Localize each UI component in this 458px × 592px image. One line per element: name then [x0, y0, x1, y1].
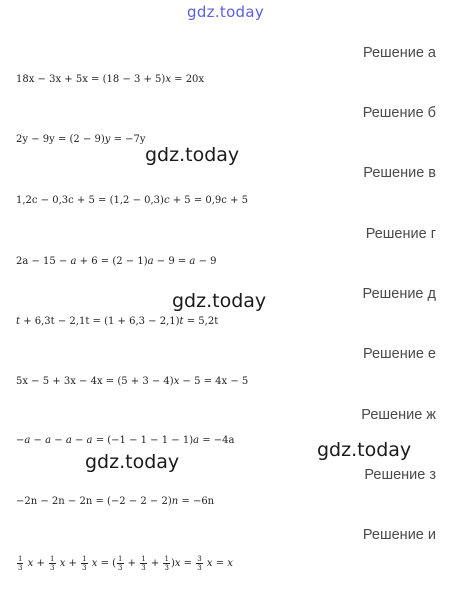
solution-formula-a: 18x − 3x + 5x = (18 − 3 + 5)x = 20x: [16, 74, 205, 85]
solution-formula-zh: −a − a − a − a = (−1 − 1 − 1 − 1)a = −4a: [16, 435, 235, 446]
watermark: gdz.today: [85, 451, 180, 473]
solution-formula-z: −2n − 2n − 2n = (−2 − 2 − 2)n = −6n: [16, 496, 215, 507]
solution-heading-b: Решение б: [362, 105, 436, 121]
solution-formula-g: 2a − 15 − a + 6 = (2 − 1)a − 9 = a − 9: [16, 256, 217, 267]
solution-formula-d: t + 6,3t − 2,1t = (1 + 6,3 − 2,1)t = 5,2t: [16, 316, 219, 327]
solution-heading-z: Решение з: [364, 467, 436, 483]
solution-heading-v: Решение в: [363, 165, 436, 181]
solution-heading-i: Решение и: [362, 527, 436, 543]
solution-formula-i: $\frac{1}{3}$ x + $\frac{1}{3}$ x + $\frac{1}{3}$ x = ( $\frac{1}{3}$ + $\frac{1}{3}$ + $\frac{1}{3}$ )x = $\frac{3}{3}$ x = x: [18, 555, 233, 572]
site-logo[interactable]: gdz.today: [187, 3, 265, 21]
watermark: gdz.today: [145, 144, 240, 166]
solution-heading-g: Решение г: [365, 226, 436, 242]
solution-heading-d: Решение д: [362, 286, 436, 302]
watermark: gdz.today: [172, 290, 267, 312]
solution-heading-zh: Решение ж: [361, 407, 436, 423]
solution-formula-v: 1,2c − 0,3c + 5 = (1,2 − 0,3)c + 5 = 0,9c + 5: [16, 195, 248, 206]
solution-heading-a: Решение а: [362, 45, 436, 61]
watermark: gdz.today: [317, 439, 412, 461]
solution-formula-b: 2y − 9y = (2 − 9)y = −7y: [16, 134, 146, 145]
solution-formula-e: 5x − 5 + 3x − 4x = (5 + 3 − 4)x − 5 = 4x − 5: [16, 376, 249, 387]
solution-heading-e: Решение е: [362, 346, 436, 362]
